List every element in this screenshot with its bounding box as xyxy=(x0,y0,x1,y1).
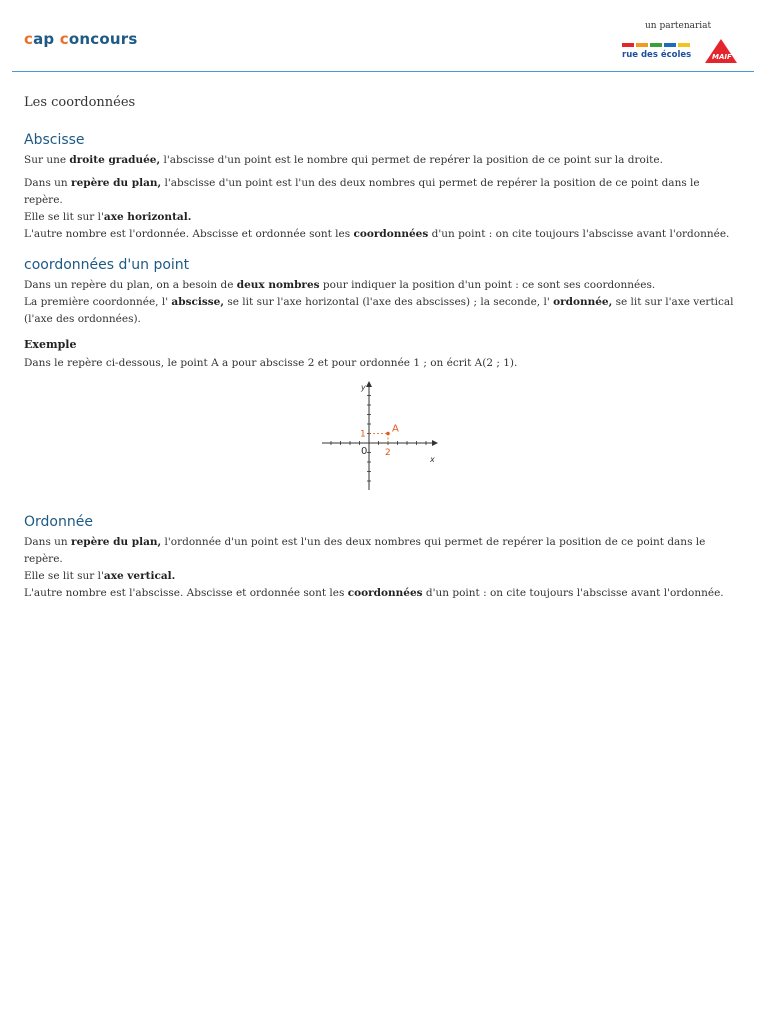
coordinate-figure xyxy=(24,378,738,496)
logo-letter: c xyxy=(59,30,69,48)
maif-logo-text: MAIF xyxy=(712,53,732,61)
point-a-marker xyxy=(386,432,390,436)
logo-letter: c xyxy=(24,30,34,48)
paragraph: Elle se lit sur l'axe vertical. xyxy=(24,570,176,582)
section-coordonnees xyxy=(24,257,738,496)
y-tick-label: 1 xyxy=(360,429,366,440)
paragraph: L'autre nombre est l'ordonnée. Abscisse et ordonnée sont les coordonnées d'un point : on cite toujours l'abscisse avant l'ordonnée. xyxy=(24,228,730,240)
y-axis-label: y xyxy=(361,383,366,392)
x-axis-arrow xyxy=(432,440,438,446)
section-heading: coordonnées d'un point xyxy=(24,257,190,273)
paragraph: Sur une droite graduée, l'abscisse d'un point est le nombre qui permet de repérer la position de ce point sur la droite. xyxy=(24,154,663,166)
paragraph: Dans un repère du plan, on a besoin de deux nombres pour indiquer la position d'un point : ce sont ses coordonnées. xyxy=(24,279,656,291)
cap-concours-logo[interactable] xyxy=(24,30,137,48)
logo-color-bars xyxy=(622,43,692,47)
section-ordonnee xyxy=(24,514,738,602)
document-body xyxy=(24,95,738,616)
page-title: Les coordonnées xyxy=(24,95,136,110)
section-heading: Abscisse xyxy=(24,132,85,148)
logo-word: ap xyxy=(33,30,60,48)
paragraph: L'autre nombre est l'abscisse. Abscisse et ordonnée sont les coordonnées d'un point : on cite toujours l'abscisse avant l'ordonnée. xyxy=(24,587,724,599)
logo-word: oncours xyxy=(68,30,138,48)
page-header xyxy=(0,0,768,74)
rue-des-ecoles-text: rue des écoles xyxy=(622,50,692,60)
header-divider xyxy=(12,71,754,72)
example-text: Dans le repère ci-dessous, le point A a pour abscisse 2 et pour ordonnée 1 ; on écrit A(2 ; 1). xyxy=(24,357,518,369)
section-heading: Ordonnée xyxy=(24,514,93,530)
maif-logo[interactable] xyxy=(704,38,738,64)
paragraph: Dans un repère du plan, l'abscisse d'un point est l'un des deux nombres qui permet de repérer la position de ce point dans le repère. xyxy=(24,177,700,206)
paragraph: Elle se lit sur l'axe horizontal. xyxy=(24,211,192,223)
y-axis-arrow xyxy=(366,381,372,387)
x-axis-label: x xyxy=(430,455,435,464)
rue-des-ecoles-logo[interactable] xyxy=(622,43,692,63)
x-tick-label: 2 xyxy=(385,448,391,458)
section-abscisse xyxy=(24,132,738,243)
axis-ticks xyxy=(331,396,426,482)
partner-label: un partenariat xyxy=(645,21,712,31)
example-heading: Exemple xyxy=(24,338,77,351)
point-a-label: A xyxy=(392,423,399,435)
origin-label: 0 xyxy=(361,446,368,457)
paragraph: Dans un repère du plan, l'ordonnée d'un point est l'un des deux nombres qui permet de repérer la position de ce point dans le repère. xyxy=(24,536,706,565)
coordinate-plane xyxy=(320,378,442,494)
paragraph: La première coordonnée, l' abscisse, se lit sur l'axe horizontal (l'axe des abscisses) ; la seconde, l' ordonnée, se lit sur l'axe vertical (l'axe des ordonnées). xyxy=(24,296,734,325)
